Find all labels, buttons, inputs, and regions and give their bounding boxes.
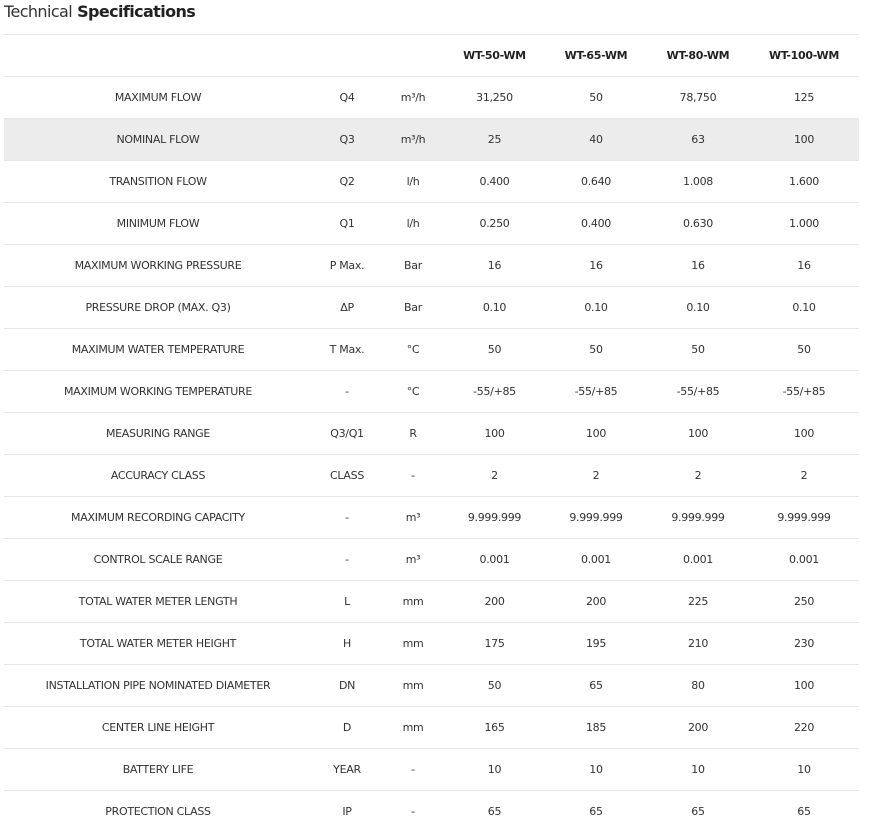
table-row <box>4 455 859 497</box>
value-cell: 2 <box>444 455 545 497</box>
unit-cell: m³ <box>382 497 444 539</box>
param-name-cell: PROTECTION CLASS <box>4 791 312 832</box>
value-cell: 63 <box>647 119 749 161</box>
param-name-cell: PRESSURE DROP (MAX. Q3) <box>4 287 312 329</box>
value-cell: 80 <box>647 665 749 707</box>
value-cell: 0.001 <box>749 539 859 581</box>
unit-cell: Bar <box>382 245 444 287</box>
value-cell: 0.400 <box>444 161 545 203</box>
value-cell: 78,750 <box>647 77 749 119</box>
table-row <box>4 161 859 203</box>
value-cell: 10 <box>444 749 545 791</box>
value-cell: 65 <box>749 791 859 832</box>
value-cell: 100 <box>749 413 859 455</box>
param-name-cell: NOMINAL FLOW <box>4 119 312 161</box>
header-cell-blank <box>312 35 382 77</box>
value-cell: 9.999.999 <box>647 497 749 539</box>
value-cell: 9.999.999 <box>545 497 647 539</box>
spec-table-body <box>4 77 859 832</box>
value-cell: 65 <box>444 791 545 832</box>
table-row <box>4 245 859 287</box>
value-cell: 100 <box>749 119 859 161</box>
value-cell: 195 <box>545 623 647 665</box>
table-row <box>4 329 859 371</box>
table-row <box>4 77 859 119</box>
param-name-cell: CONTROL SCALE RANGE <box>4 539 312 581</box>
spec-table <box>4 34 859 832</box>
value-cell: -55/+85 <box>444 371 545 413</box>
table-row <box>4 413 859 455</box>
table-row <box>4 497 859 539</box>
value-cell: 1.600 <box>749 161 859 203</box>
header-cell-blank <box>382 35 444 77</box>
param-name-cell: MAXIMUM WATER TEMPERATURE <box>4 329 312 371</box>
value-cell: 31,250 <box>444 77 545 119</box>
param-name-cell: TOTAL WATER METER HEIGHT <box>4 623 312 665</box>
unit-cell: - <box>382 455 444 497</box>
table-row <box>4 581 859 623</box>
unit-cell: mm <box>382 665 444 707</box>
unit-cell: m³/h <box>382 119 444 161</box>
param-name-cell: TRANSITION FLOW <box>4 161 312 203</box>
value-cell: 0.10 <box>444 287 545 329</box>
value-cell: 175 <box>444 623 545 665</box>
unit-cell: mm <box>382 623 444 665</box>
symbol-cell: Q4 <box>312 77 382 119</box>
model-header: WT-80-WM <box>647 35 749 77</box>
table-row <box>4 119 859 161</box>
value-cell: 200 <box>647 707 749 749</box>
param-name-cell: TOTAL WATER METER LENGTH <box>4 581 312 623</box>
unit-cell: - <box>382 791 444 832</box>
value-cell: 40 <box>545 119 647 161</box>
value-cell: 50 <box>444 329 545 371</box>
value-cell: 100 <box>749 665 859 707</box>
symbol-cell: ΔP <box>312 287 382 329</box>
value-cell: 230 <box>749 623 859 665</box>
value-cell: 10 <box>545 749 647 791</box>
value-cell: 0.630 <box>647 203 749 245</box>
value-cell: 185 <box>545 707 647 749</box>
value-cell: 50 <box>444 665 545 707</box>
table-row <box>4 707 859 749</box>
symbol-cell: Q3/Q1 <box>312 413 382 455</box>
table-row <box>4 665 859 707</box>
symbol-cell: YEAR <box>312 749 382 791</box>
model-header: WT-65-WM <box>545 35 647 77</box>
value-cell: 0.10 <box>647 287 749 329</box>
unit-cell: l/h <box>382 161 444 203</box>
param-name-cell: INSTALLATION PIPE NOMINATED DIAMETER <box>4 665 312 707</box>
table-row <box>4 287 859 329</box>
unit-cell: Bar <box>382 287 444 329</box>
value-cell: 2 <box>647 455 749 497</box>
param-name-cell: MAXIMUM RECORDING CAPACITY <box>4 497 312 539</box>
value-cell: 200 <box>545 581 647 623</box>
value-cell: 250 <box>749 581 859 623</box>
symbol-cell: Q2 <box>312 161 382 203</box>
value-cell: 0.001 <box>647 539 749 581</box>
value-cell: 9.999.999 <box>749 497 859 539</box>
param-name-cell: MAXIMUM FLOW <box>4 77 312 119</box>
value-cell: 200 <box>444 581 545 623</box>
unit-cell: m³/h <box>382 77 444 119</box>
value-cell: 50 <box>647 329 749 371</box>
value-cell: 65 <box>647 791 749 832</box>
value-cell: 100 <box>444 413 545 455</box>
value-cell: 16 <box>444 245 545 287</box>
value-cell: 0.640 <box>545 161 647 203</box>
value-cell: 2 <box>749 455 859 497</box>
unit-cell: °C <box>382 329 444 371</box>
symbol-cell: DN <box>312 665 382 707</box>
symbol-cell: H <box>312 623 382 665</box>
model-header: WT-50-WM <box>444 35 545 77</box>
value-cell: 25 <box>444 119 545 161</box>
param-name-cell: ACCURACY CLASS <box>4 455 312 497</box>
table-row <box>4 791 859 832</box>
value-cell: 65 <box>545 791 647 832</box>
value-cell: 225 <box>647 581 749 623</box>
spec-table-header <box>4 35 859 77</box>
param-name-cell: CENTER LINE HEIGHT <box>4 707 312 749</box>
symbol-cell: CLASS <box>312 455 382 497</box>
table-row <box>4 371 859 413</box>
value-cell: 220 <box>749 707 859 749</box>
value-cell: 50 <box>749 329 859 371</box>
page-title-bold: Specifications <box>77 2 195 21</box>
value-cell: 2 <box>545 455 647 497</box>
value-cell: 165 <box>444 707 545 749</box>
symbol-cell: - <box>312 539 382 581</box>
symbol-cell: Q1 <box>312 203 382 245</box>
symbol-cell: D <box>312 707 382 749</box>
value-cell: 1.008 <box>647 161 749 203</box>
param-name-cell: BATTERY LIFE <box>4 749 312 791</box>
table-row <box>4 203 859 245</box>
value-cell: -55/+85 <box>647 371 749 413</box>
value-cell: 100 <box>545 413 647 455</box>
value-cell: 0.400 <box>545 203 647 245</box>
symbol-cell: Q3 <box>312 119 382 161</box>
value-cell: 0.10 <box>545 287 647 329</box>
symbol-cell: L <box>312 581 382 623</box>
value-cell: 50 <box>545 77 647 119</box>
page-title <box>4 0 195 24</box>
value-cell: 50 <box>545 329 647 371</box>
param-name-cell: MINIMUM FLOW <box>4 203 312 245</box>
symbol-cell: - <box>312 497 382 539</box>
value-cell: 0.250 <box>444 203 545 245</box>
value-cell: 16 <box>647 245 749 287</box>
value-cell: -55/+85 <box>749 371 859 413</box>
header-row <box>4 35 859 77</box>
value-cell: 10 <box>647 749 749 791</box>
value-cell: -55/+85 <box>545 371 647 413</box>
param-name-cell: MEASURING RANGE <box>4 413 312 455</box>
table-row <box>4 623 859 665</box>
value-cell: 0.10 <box>749 287 859 329</box>
value-cell: 0.001 <box>545 539 647 581</box>
unit-cell: mm <box>382 581 444 623</box>
symbol-cell: T Max. <box>312 329 382 371</box>
unit-cell: mm <box>382 707 444 749</box>
value-cell: 210 <box>647 623 749 665</box>
table-row <box>4 539 859 581</box>
table-row <box>4 749 859 791</box>
model-header: WT-100-WM <box>749 35 859 77</box>
unit-cell: - <box>382 749 444 791</box>
symbol-cell: - <box>312 371 382 413</box>
symbol-cell: IP <box>312 791 382 832</box>
symbol-cell: P Max. <box>312 245 382 287</box>
unit-cell: °C <box>382 371 444 413</box>
header-cell-blank <box>4 35 312 77</box>
unit-cell: l/h <box>382 203 444 245</box>
page-title-light: Technical <box>4 2 72 21</box>
value-cell: 16 <box>545 245 647 287</box>
value-cell: 125 <box>749 77 859 119</box>
value-cell: 0.001 <box>444 539 545 581</box>
value-cell: 1.000 <box>749 203 859 245</box>
param-name-cell: MAXIMUM WORKING TEMPERATURE <box>4 371 312 413</box>
param-name-cell: MAXIMUM WORKING PRESSURE <box>4 245 312 287</box>
value-cell: 10 <box>749 749 859 791</box>
value-cell: 100 <box>647 413 749 455</box>
value-cell: 9.999.999 <box>444 497 545 539</box>
value-cell: 16 <box>749 245 859 287</box>
value-cell: 65 <box>545 665 647 707</box>
unit-cell: R <box>382 413 444 455</box>
unit-cell: m³ <box>382 539 444 581</box>
